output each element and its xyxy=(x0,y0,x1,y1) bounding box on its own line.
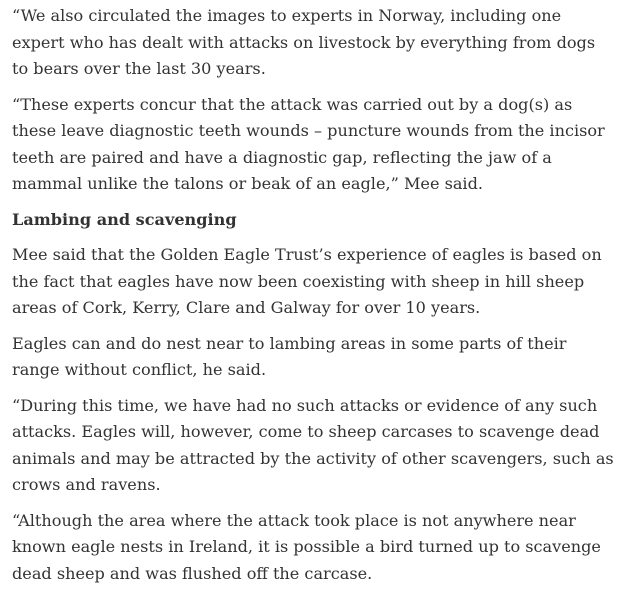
paragraph-norway-experts: “We also circulated the images to experts in Norway, including one expert who has dealt with attacks on livestock by everything from dogs to bears over the last 30 years. xyxy=(12,6,596,78)
paragraph-no-attacks: “During this time, we have had no such attacks or evidence of any such attacks. Eagles will, however, come to sheep carcases to scavenge dead animals and may be attracted by the activity of other scavengers, such as crows and ravens. xyxy=(12,395,614,494)
paragraph-scavenge-carcase: “Although the area where the attack took place is not anywhere near known eagle nests in Ireland, it is possible a bird turned up to scavenge dead sheep and was flushed off the carcase. xyxy=(12,510,601,583)
paragraph-nesting-lambing: Eagles can and do nest near to lambing areas in some parts of their range without conflict, he said. xyxy=(12,333,567,379)
article-body xyxy=(12,3,616,596)
subheading-lambing-scavenging: Lambing and scavenging xyxy=(12,209,237,229)
paragraph-dog-attack-evidence: “These experts concur that the attack was carried out by a dog(s) as these leave diagnostic teeth wounds – puncture wounds from the incisor teeth are paired and have a diagnostic gap, reflecting the jaw of a mammal unlike the talons or beak of an eagle,” Mee said. xyxy=(12,94,605,193)
paragraph-golden-eagle-trust: Mee said that the Golden Eagle Trust’s experience of eagles is based on the fact that eagles have now been coexisting with sheep in hill sheep areas of Cork, Kerry, Clare and Galway for over 10 years. xyxy=(12,245,602,317)
